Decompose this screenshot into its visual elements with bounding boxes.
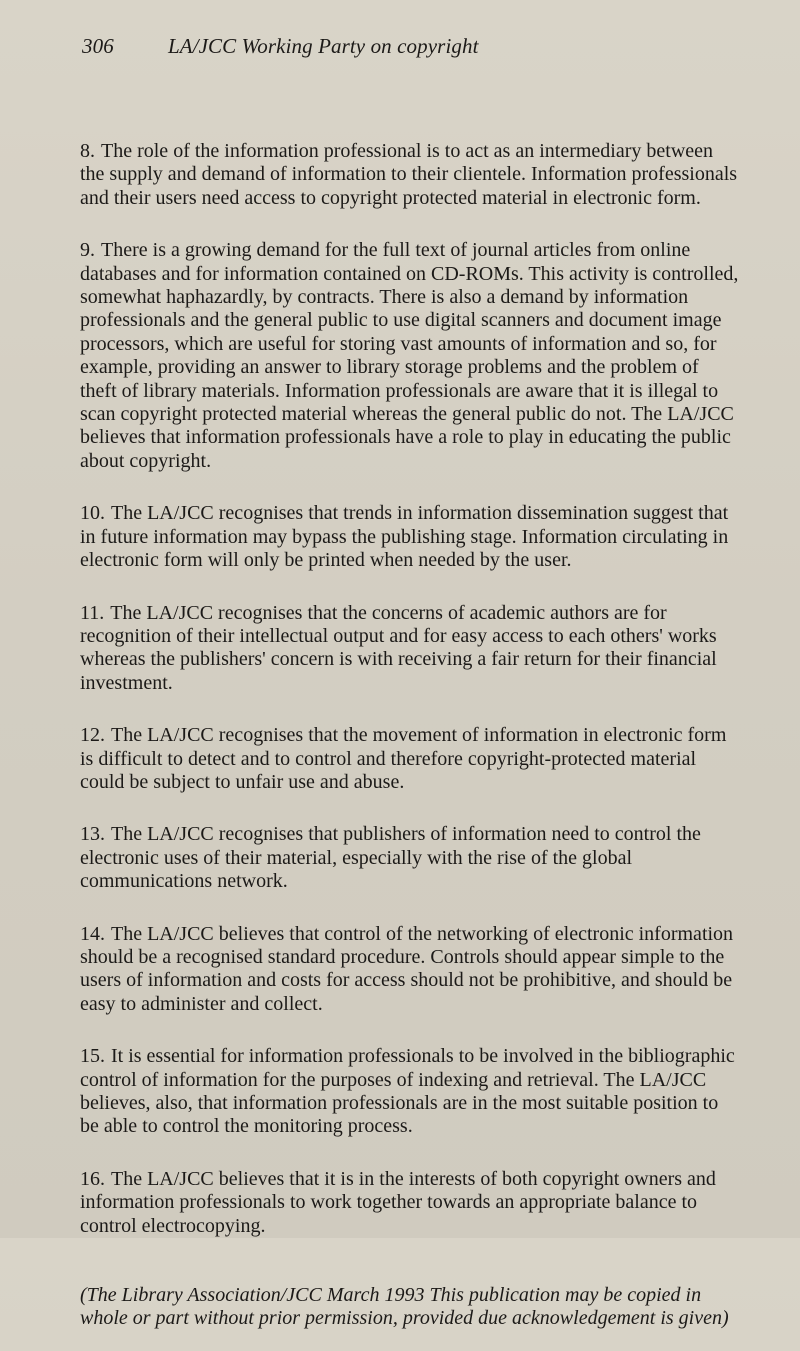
paragraph-text: The LA/JCC believes that it is in the interests of both copyright owners and information professionals to work together towards an appropriate balance to control electrocopying.	[80, 1167, 716, 1237]
paragraph-15	[80, 1045, 740, 1139]
paragraph-10	[80, 502, 740, 572]
running-title: LA/JCC Working Party on copyright	[168, 34, 479, 58]
paragraph-text: There is a growing demand for the full text of journal articles from online databases and for information contained on CD-ROMs. This activity is controlled, somewhat haphazardly, by contracts. There is also a demand by information professionals and the general public to use digital scanners and document image processors, which are useful for storing vast amounts of information and so, for example, providing an answer to library storage problems and the problem of theft of library materials. Information professionals are aware that it is illegal to scan copyright protected material whereas the general public do not. The LA/JCC believes that information professionals have a role to play in educating the public about copyright.	[80, 239, 739, 472]
paragraph-12	[80, 724, 740, 794]
paragraph-text: The LA/JCC recognises that publishers of information need to control the electronic uses of their material, especially with the rise of the global communications network.	[80, 823, 701, 893]
paragraph-text: It is essential for information professionals to be involved in the bibliographic control of information for the purposes of indexing and retrieval. The LA/JCC believes, also, that information professionals are in the most suitable position to be able to control the monitoring process.	[80, 1045, 735, 1138]
paragraph-text: The LA/JCC recognises that trends in information dissemination suggest that in future information may bypass the publishing stage. Information circulating in electronic form will only be printed when needed by the user.	[80, 502, 729, 572]
paragraph-9	[80, 239, 740, 473]
page-number: 306	[82, 34, 114, 58]
paragraph-number: 9.	[80, 239, 95, 262]
paragraph-number: 16.	[80, 1167, 105, 1190]
paragraph-11	[80, 602, 740, 696]
paragraph-number: 8.	[80, 140, 95, 162]
paragraph-number: 11.	[80, 601, 105, 624]
body-text	[80, 140, 740, 1351]
paragraph-number: 10.	[80, 502, 105, 525]
paragraph-text: The LA/JCC recognises that the concerns of academic authors are for recognition of their intellectual output and for easy access to each others' works whereas the publishers' concern is with receiving a fair return for their financial investment.	[80, 601, 717, 694]
paragraph-text: The LA/JCC recognises that the movement of information in electronic form is difficult to detect and to control and therefore copyright-protected material could be subject to unfair use and abuse.	[80, 724, 727, 793]
paragraph-number: 13.	[80, 823, 105, 846]
paragraph-13	[80, 823, 740, 893]
paragraph-number: 15.	[80, 1045, 105, 1068]
publication-note: (The Library Association/JCC March 1993 This publication may be copied in whole or part without prior permission, provided due acknowledgement is given)	[80, 1284, 729, 1330]
paragraph-16	[80, 1168, 740, 1238]
paragraph-number: 12.	[80, 724, 105, 747]
paragraph-number: 14.	[80, 922, 105, 945]
running-header	[82, 34, 479, 59]
paragraph-8	[80, 140, 740, 210]
paragraph-14	[80, 923, 740, 1017]
paragraph-text: The LA/JCC believes that control of the networking of electronic information should be a recognised standard procedure. Controls should appear simple to the users of information and costs for access should not be prohibitive, and should be easy to administer and collect.	[80, 922, 734, 1015]
paragraph-text: The role of the information professional is to act as an intermediary between the supply and demand of information to their clientele. Information professionals and their users need access to copyright protected material in electronic form.	[80, 140, 738, 209]
